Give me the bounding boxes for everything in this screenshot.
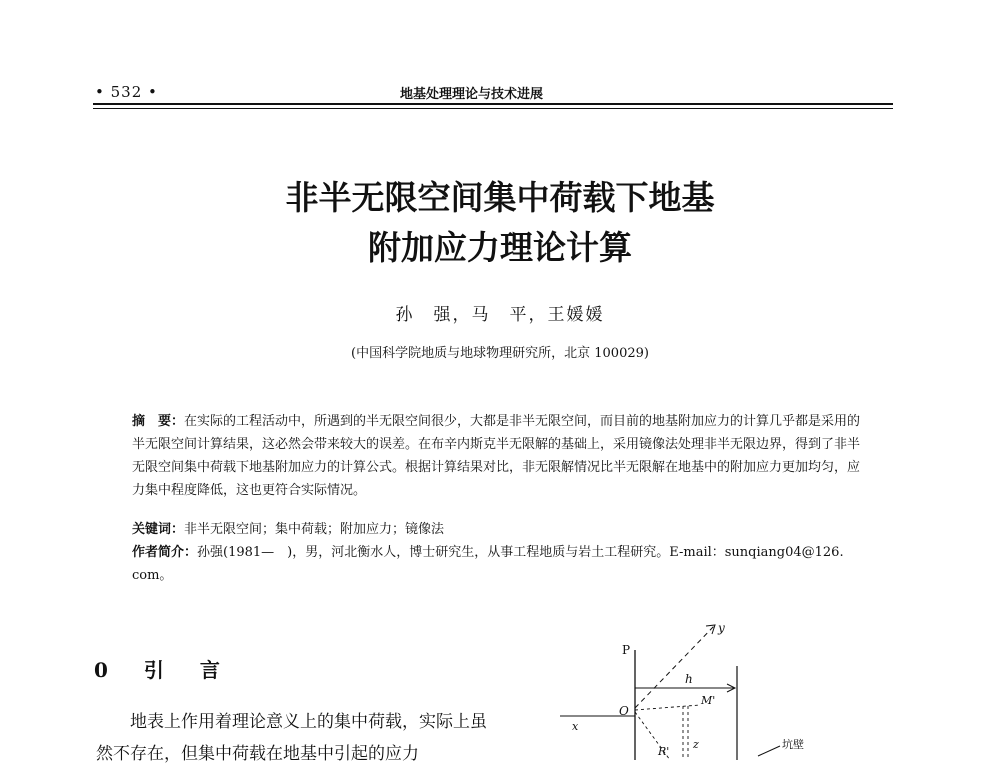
label-o: O xyxy=(619,704,629,718)
running-header-journal: 地基处理理论与技术进展 xyxy=(400,87,544,102)
pit-wall-leader xyxy=(758,746,780,756)
label-pit-wall: 坑壁 xyxy=(782,738,804,751)
author-bio xyxy=(132,541,862,587)
paper-title-line2: 附加应力理论计算 xyxy=(368,228,632,267)
page-number: • 532 • xyxy=(95,83,158,101)
abstract xyxy=(132,410,862,502)
author-list: 孙 强，马 平，王媛媛 xyxy=(395,305,605,325)
keywords-label: 关键词： xyxy=(132,522,185,537)
label-p: P xyxy=(622,643,631,657)
keywords-text: 非半无限空间；集中荷载；附加应力；镜像法 xyxy=(184,522,445,537)
header-rule-thick xyxy=(93,103,893,105)
affiliation: (中国科学院地质与地球物理研究所，北京 100029) xyxy=(351,346,649,361)
label-h: h xyxy=(685,672,693,686)
abstract-text: 在实际的工程活动中，所遇到的半无限空间很少，大都是非半无限空间，而目前的地基附加应力的计算几乎都是采用的半无限空间计算结果，这必然会带来较大的误差。在布辛内斯克半无限解的基础上，采用镜像法处理非半无限边界，得到了非半无限空间集中荷载下地基附加应力的计算公式。根据计算结果对比，非无限解情况比半无限解在地基中的附加应力更加均匀，应力集中程度降低，这也更符合实际情况。 xyxy=(132,414,861,498)
intro-paragraph: 地表上作用着理论意义上的集中荷载，实际上虽然不存在，但集中荷载在地基中引起的应力 xyxy=(96,712,487,764)
label-z: z xyxy=(693,738,699,751)
header-rule-thin xyxy=(93,108,893,109)
author-bio-label: 作者简介： xyxy=(132,545,198,560)
label-y: y xyxy=(718,621,725,635)
label-m-prime: M' xyxy=(701,694,716,707)
om-dashed-line xyxy=(635,705,700,710)
author-bio-text: 孙强(1981— )，男，河北衡水人，博士研究生，从事工程地质与岩土工程研究。E-mail：sunqiang04@126. com。 xyxy=(132,545,844,583)
section-heading: 0 引 言 xyxy=(94,658,228,682)
coordinate-figure xyxy=(540,610,840,760)
keywords xyxy=(132,518,862,541)
label-x: x xyxy=(572,720,579,733)
paper-title-line1: 非半无限空间集中荷载下地基 xyxy=(285,178,715,217)
abstract-label: 摘 要： xyxy=(132,414,185,429)
label-r-prime: R' xyxy=(658,745,670,758)
